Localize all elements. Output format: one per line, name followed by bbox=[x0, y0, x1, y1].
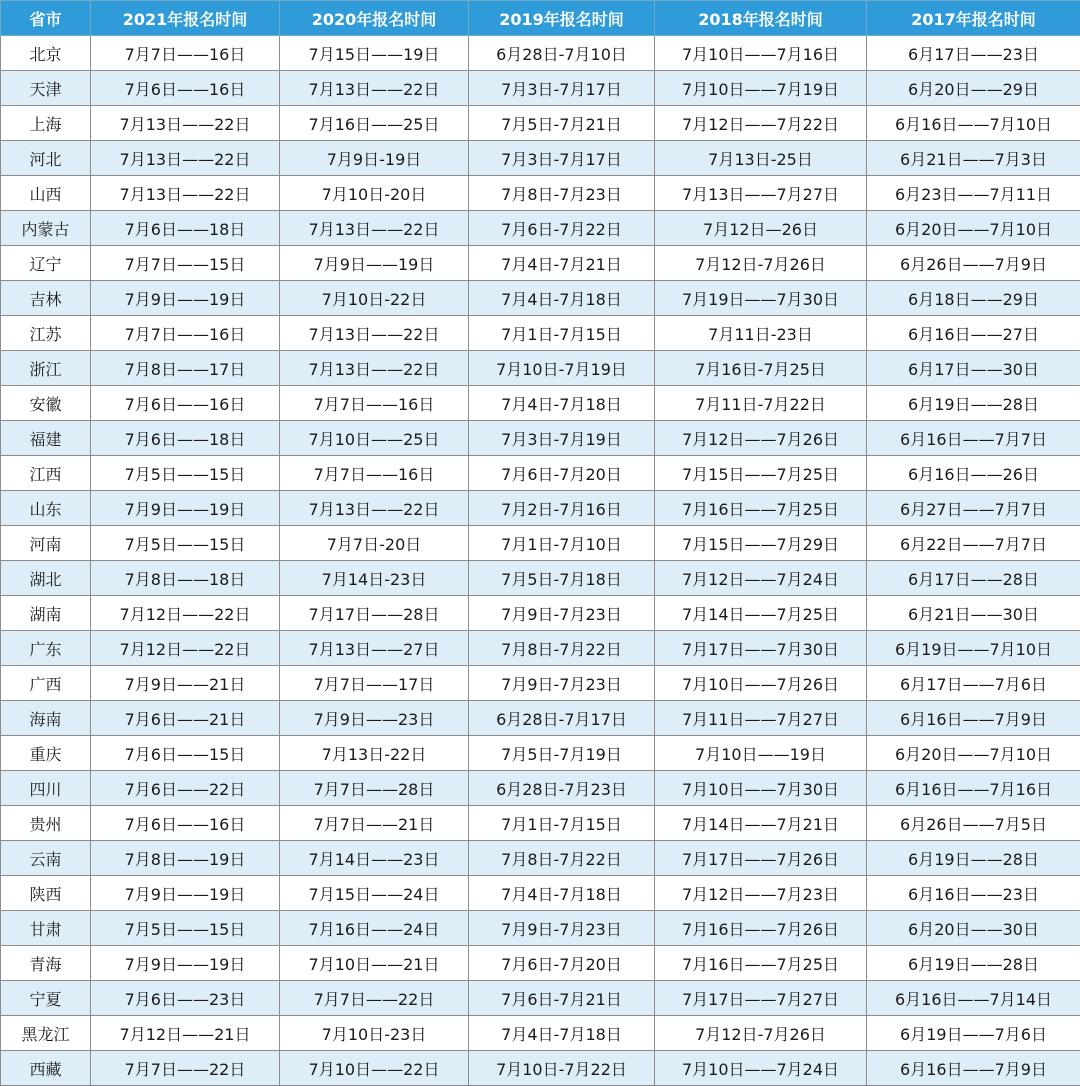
date-2017-cell: 6月16日——7月9日 bbox=[867, 1051, 1080, 1086]
date-2020-cell: 7月14日——23日 bbox=[280, 841, 469, 876]
date-2020-cell: 7月13日——27日 bbox=[280, 631, 469, 666]
date-2021-cell: 7月8日——19日 bbox=[91, 841, 280, 876]
date-2020-cell: 7月9日-19日 bbox=[280, 141, 469, 176]
table-row bbox=[1, 421, 1080, 456]
date-2021-cell: 7月9日——21日 bbox=[91, 666, 280, 701]
date-2020-cell: 7月13日——22日 bbox=[280, 211, 469, 246]
date-2018-cell: 7月15日——7月29日 bbox=[655, 526, 867, 561]
date-2018-cell: 7月16日——7月25日 bbox=[655, 491, 867, 526]
table-row bbox=[1, 561, 1080, 596]
table-row bbox=[1, 141, 1080, 176]
date-2017-cell: 6月16日——7月14日 bbox=[867, 981, 1080, 1016]
table-row bbox=[1, 316, 1080, 351]
date-2017-cell: 6月19日——28日 bbox=[867, 841, 1080, 876]
date-2020-cell: 7月10日——25日 bbox=[280, 421, 469, 456]
table-row bbox=[1, 456, 1080, 491]
date-2019-cell: 7月6日-7月20日 bbox=[469, 946, 655, 981]
province-cell: 天津 bbox=[1, 71, 91, 106]
date-2019-cell: 7月6日-7月21日 bbox=[469, 981, 655, 1016]
date-2018-cell: 7月17日——7月27日 bbox=[655, 981, 867, 1016]
date-2020-cell: 7月10日-20日 bbox=[280, 176, 469, 211]
date-2021-cell: 7月6日——22日 bbox=[91, 771, 280, 806]
date-2021-cell: 7月6日——16日 bbox=[91, 806, 280, 841]
date-2018-cell: 7月19日——7月30日 bbox=[655, 281, 867, 316]
date-2020-cell: 7月15日——24日 bbox=[280, 876, 469, 911]
date-2021-cell: 7月6日——16日 bbox=[91, 386, 280, 421]
date-2018-cell: 7月17日——7月26日 bbox=[655, 841, 867, 876]
date-2019-cell: 7月8日-7月22日 bbox=[469, 841, 655, 876]
date-2017-cell: 6月16日——26日 bbox=[867, 456, 1080, 491]
header-2021: 2021年报名时间 bbox=[91, 1, 280, 36]
header-2020: 2020年报名时间 bbox=[280, 1, 469, 36]
date-2019-cell: 7月8日-7月22日 bbox=[469, 631, 655, 666]
date-2017-cell: 6月17日——28日 bbox=[867, 561, 1080, 596]
date-2017-cell: 6月16日——7月16日 bbox=[867, 771, 1080, 806]
date-2018-cell: 7月15日——7月25日 bbox=[655, 456, 867, 491]
date-2017-cell: 6月19日——28日 bbox=[867, 386, 1080, 421]
date-2017-cell: 6月22日——7月7日 bbox=[867, 526, 1080, 561]
province-cell: 甘肃 bbox=[1, 911, 91, 946]
date-2020-cell: 7月7日——16日 bbox=[280, 386, 469, 421]
date-2019-cell: 7月9日-7月23日 bbox=[469, 666, 655, 701]
date-2021-cell: 7月13日——22日 bbox=[91, 176, 280, 211]
date-2019-cell: 7月9日-7月23日 bbox=[469, 596, 655, 631]
date-2019-cell: 7月6日-7月22日 bbox=[469, 211, 655, 246]
table-row bbox=[1, 351, 1080, 386]
date-2019-cell: 7月4日-7月18日 bbox=[469, 876, 655, 911]
date-2021-cell: 7月12日——22日 bbox=[91, 631, 280, 666]
table-row bbox=[1, 666, 1080, 701]
header-2019: 2019年报名时间 bbox=[469, 1, 655, 36]
date-2017-cell: 6月20日——30日 bbox=[867, 911, 1080, 946]
date-2019-cell: 7月2日-7月16日 bbox=[469, 491, 655, 526]
date-2018-cell: 7月14日——7月21日 bbox=[655, 806, 867, 841]
date-2017-cell: 6月26日——7月5日 bbox=[867, 806, 1080, 841]
date-2017-cell: 6月16日——7月9日 bbox=[867, 701, 1080, 736]
date-2019-cell: 7月1日-7月15日 bbox=[469, 806, 655, 841]
date-2020-cell: 7月10日——21日 bbox=[280, 946, 469, 981]
date-2018-cell: 7月10日——7月16日 bbox=[655, 36, 867, 71]
date-2021-cell: 7月7日——22日 bbox=[91, 1051, 280, 1086]
table-row bbox=[1, 36, 1080, 71]
date-2021-cell: 7月5日——15日 bbox=[91, 911, 280, 946]
date-2017-cell: 6月19日——7月6日 bbox=[867, 1016, 1080, 1051]
date-2021-cell: 7月9日——19日 bbox=[91, 281, 280, 316]
date-2021-cell: 7月7日——16日 bbox=[91, 36, 280, 71]
province-cell: 西藏 bbox=[1, 1051, 91, 1086]
date-2021-cell: 7月8日——18日 bbox=[91, 561, 280, 596]
table-row bbox=[1, 701, 1080, 736]
province-cell: 北京 bbox=[1, 36, 91, 71]
date-2018-cell: 7月12日——7月24日 bbox=[655, 561, 867, 596]
date-2020-cell: 7月15日——19日 bbox=[280, 36, 469, 71]
province-cell: 青海 bbox=[1, 946, 91, 981]
date-2018-cell: 7月17日——7月30日 bbox=[655, 631, 867, 666]
date-2021-cell: 7月13日——22日 bbox=[91, 106, 280, 141]
date-2018-cell: 7月11日-23日 bbox=[655, 316, 867, 351]
date-2021-cell: 7月6日——18日 bbox=[91, 421, 280, 456]
date-2021-cell: 7月12日——21日 bbox=[91, 1016, 280, 1051]
date-2017-cell: 6月23日——7月11日 bbox=[867, 176, 1080, 211]
date-2019-cell: 7月9日-7月23日 bbox=[469, 911, 655, 946]
date-2017-cell: 6月20日——29日 bbox=[867, 71, 1080, 106]
date-2019-cell: 7月10日-7月19日 bbox=[469, 351, 655, 386]
table-row bbox=[1, 281, 1080, 316]
province-cell: 山东 bbox=[1, 491, 91, 526]
header-province: 省市 bbox=[1, 1, 91, 36]
date-2019-cell: 7月8日-7月23日 bbox=[469, 176, 655, 211]
date-2021-cell: 7月6日——21日 bbox=[91, 701, 280, 736]
date-2018-cell: 7月10日——7月19日 bbox=[655, 71, 867, 106]
date-2020-cell: 7月7日——17日 bbox=[280, 666, 469, 701]
date-2019-cell: 7月4日-7月18日 bbox=[469, 1016, 655, 1051]
date-2018-cell: 7月10日——7月26日 bbox=[655, 666, 867, 701]
date-2019-cell: 7月3日-7月17日 bbox=[469, 71, 655, 106]
date-2018-cell: 7月12日——7月22日 bbox=[655, 106, 867, 141]
date-2021-cell: 7月9日——19日 bbox=[91, 876, 280, 911]
date-2017-cell: 6月17日——7月6日 bbox=[867, 666, 1080, 701]
date-2020-cell: 7月13日-22日 bbox=[280, 736, 469, 771]
date-2018-cell: 7月13日-25日 bbox=[655, 141, 867, 176]
table-row bbox=[1, 876, 1080, 911]
date-2020-cell: 7月13日——22日 bbox=[280, 351, 469, 386]
date-2020-cell: 7月10日-22日 bbox=[280, 281, 469, 316]
date-2017-cell: 6月21日——7月3日 bbox=[867, 141, 1080, 176]
date-2019-cell: 7月6日-7月20日 bbox=[469, 456, 655, 491]
date-2018-cell: 7月12日-7月26日 bbox=[655, 1016, 867, 1051]
province-cell: 宁夏 bbox=[1, 981, 91, 1016]
province-cell: 江西 bbox=[1, 456, 91, 491]
date-2017-cell: 6月16日——27日 bbox=[867, 316, 1080, 351]
date-2019-cell: 6月28日-7月17日 bbox=[469, 701, 655, 736]
province-cell: 山西 bbox=[1, 176, 91, 211]
date-2019-cell: 6月28日-7月10日 bbox=[469, 36, 655, 71]
date-2021-cell: 7月5日——15日 bbox=[91, 456, 280, 491]
date-2018-cell: 7月11日-7月22日 bbox=[655, 386, 867, 421]
province-cell: 贵州 bbox=[1, 806, 91, 841]
date-2017-cell: 6月20日——7月10日 bbox=[867, 736, 1080, 771]
table-row bbox=[1, 841, 1080, 876]
date-2019-cell: 7月4日-7月18日 bbox=[469, 386, 655, 421]
date-2017-cell: 6月26日——7月9日 bbox=[867, 246, 1080, 281]
date-2017-cell: 6月20日——7月10日 bbox=[867, 211, 1080, 246]
date-2018-cell: 7月14日——7月25日 bbox=[655, 596, 867, 631]
date-2019-cell: 7月5日-7月21日 bbox=[469, 106, 655, 141]
date-2017-cell: 6月18日——29日 bbox=[867, 281, 1080, 316]
date-2017-cell: 6月19日——7月10日 bbox=[867, 631, 1080, 666]
date-2020-cell: 7月9日——19日 bbox=[280, 246, 469, 281]
table-row bbox=[1, 911, 1080, 946]
date-2019-cell: 7月3日-7月17日 bbox=[469, 141, 655, 176]
date-2019-cell: 6月28日-7月23日 bbox=[469, 771, 655, 806]
date-2021-cell: 7月13日——22日 bbox=[91, 141, 280, 176]
province-cell: 上海 bbox=[1, 106, 91, 141]
table-row bbox=[1, 631, 1080, 666]
province-cell: 重庆 bbox=[1, 736, 91, 771]
date-2020-cell: 7月17日——28日 bbox=[280, 596, 469, 631]
date-2021-cell: 7月7日——15日 bbox=[91, 246, 280, 281]
province-cell: 陕西 bbox=[1, 876, 91, 911]
date-2018-cell: 7月10日——19日 bbox=[655, 736, 867, 771]
date-2018-cell: 7月11日——7月27日 bbox=[655, 701, 867, 736]
date-2018-cell: 7月13日——7月27日 bbox=[655, 176, 867, 211]
date-2021-cell: 7月5日——15日 bbox=[91, 526, 280, 561]
province-cell: 广西 bbox=[1, 666, 91, 701]
date-2019-cell: 7月5日-7月19日 bbox=[469, 736, 655, 771]
province-cell: 安徽 bbox=[1, 386, 91, 421]
date-2020-cell: 7月16日——24日 bbox=[280, 911, 469, 946]
date-2020-cell: 7月7日——21日 bbox=[280, 806, 469, 841]
province-cell: 河南 bbox=[1, 526, 91, 561]
date-2021-cell: 7月7日——16日 bbox=[91, 316, 280, 351]
province-cell: 河北 bbox=[1, 141, 91, 176]
date-2020-cell: 7月13日——22日 bbox=[280, 71, 469, 106]
table-row bbox=[1, 211, 1080, 246]
table-row bbox=[1, 771, 1080, 806]
date-2018-cell: 7月12日—26日 bbox=[655, 211, 867, 246]
date-2019-cell: 7月4日-7月18日 bbox=[469, 281, 655, 316]
table-row bbox=[1, 386, 1080, 421]
province-cell: 黑龙江 bbox=[1, 1016, 91, 1051]
header-2018: 2018年报名时间 bbox=[655, 1, 867, 36]
date-2018-cell: 7月16日——7月25日 bbox=[655, 946, 867, 981]
date-2018-cell: 7月12日——7月23日 bbox=[655, 876, 867, 911]
date-2017-cell: 6月21日——30日 bbox=[867, 596, 1080, 631]
table-row bbox=[1, 736, 1080, 771]
header-2017: 2017年报名时间 bbox=[867, 1, 1080, 36]
province-cell: 江苏 bbox=[1, 316, 91, 351]
date-2020-cell: 7月7日——28日 bbox=[280, 771, 469, 806]
table-body bbox=[1, 36, 1080, 1086]
date-2021-cell: 7月6日——18日 bbox=[91, 211, 280, 246]
date-2020-cell: 7月7日——16日 bbox=[280, 456, 469, 491]
province-cell: 浙江 bbox=[1, 351, 91, 386]
date-2020-cell: 7月9日——23日 bbox=[280, 701, 469, 736]
date-2018-cell: 7月10日——7月24日 bbox=[655, 1051, 867, 1086]
table-row bbox=[1, 71, 1080, 106]
date-2021-cell: 7月6日——23日 bbox=[91, 981, 280, 1016]
date-2019-cell: 7月1日-7月10日 bbox=[469, 526, 655, 561]
province-cell: 辽宁 bbox=[1, 246, 91, 281]
date-2018-cell: 7月16日-7月25日 bbox=[655, 351, 867, 386]
date-2018-cell: 7月12日-7月26日 bbox=[655, 246, 867, 281]
province-cell: 湖南 bbox=[1, 596, 91, 631]
date-2020-cell: 7月16日——25日 bbox=[280, 106, 469, 141]
date-2020-cell: 7月13日——22日 bbox=[280, 316, 469, 351]
date-2017-cell: 6月19日——28日 bbox=[867, 946, 1080, 981]
date-2017-cell: 6月16日——23日 bbox=[867, 876, 1080, 911]
province-cell: 广东 bbox=[1, 631, 91, 666]
province-cell: 四川 bbox=[1, 771, 91, 806]
header-row bbox=[1, 1, 1080, 36]
date-2021-cell: 7月6日——15日 bbox=[91, 736, 280, 771]
table-row bbox=[1, 946, 1080, 981]
date-2017-cell: 6月17日——23日 bbox=[867, 36, 1080, 71]
date-2019-cell: 7月3日-7月19日 bbox=[469, 421, 655, 456]
province-cell: 福建 bbox=[1, 421, 91, 456]
date-2017-cell: 6月16日——7月10日 bbox=[867, 106, 1080, 141]
date-2017-cell: 6月17日——30日 bbox=[867, 351, 1080, 386]
table-header bbox=[1, 1, 1080, 36]
date-2020-cell: 7月7日——22日 bbox=[280, 981, 469, 1016]
date-2017-cell: 6月27日——7月7日 bbox=[867, 491, 1080, 526]
province-cell: 吉林 bbox=[1, 281, 91, 316]
date-2020-cell: 7月7日-20日 bbox=[280, 526, 469, 561]
date-2019-cell: 7月5日-7月18日 bbox=[469, 561, 655, 596]
table-row bbox=[1, 106, 1080, 141]
date-2021-cell: 7月12日——22日 bbox=[91, 596, 280, 631]
date-2018-cell: 7月10日——7月30日 bbox=[655, 771, 867, 806]
table-row bbox=[1, 596, 1080, 631]
date-2019-cell: 7月10日-7月22日 bbox=[469, 1051, 655, 1086]
date-2018-cell: 7月12日——7月26日 bbox=[655, 421, 867, 456]
date-2021-cell: 7月9日——19日 bbox=[91, 491, 280, 526]
date-2020-cell: 7月10日——22日 bbox=[280, 1051, 469, 1086]
date-2017-cell: 6月16日——7月7日 bbox=[867, 421, 1080, 456]
table-row bbox=[1, 246, 1080, 281]
date-2020-cell: 7月10日-23日 bbox=[280, 1016, 469, 1051]
table-row bbox=[1, 981, 1080, 1016]
province-cell: 湖北 bbox=[1, 561, 91, 596]
date-2021-cell: 7月6日——16日 bbox=[91, 71, 280, 106]
table-row bbox=[1, 1051, 1080, 1086]
date-2021-cell: 7月8日——17日 bbox=[91, 351, 280, 386]
table-row bbox=[1, 806, 1080, 841]
table-row bbox=[1, 176, 1080, 211]
table-row bbox=[1, 491, 1080, 526]
date-2018-cell: 7月16日——7月26日 bbox=[655, 911, 867, 946]
province-cell: 内蒙古 bbox=[1, 211, 91, 246]
date-2019-cell: 7月4日-7月21日 bbox=[469, 246, 655, 281]
date-2020-cell: 7月13日——22日 bbox=[280, 491, 469, 526]
province-cell: 云南 bbox=[1, 841, 91, 876]
table-row bbox=[1, 526, 1080, 561]
table-row bbox=[1, 1016, 1080, 1051]
date-2021-cell: 7月9日——19日 bbox=[91, 946, 280, 981]
date-2019-cell: 7月1日-7月15日 bbox=[469, 316, 655, 351]
province-cell: 海南 bbox=[1, 701, 91, 736]
date-2020-cell: 7月14日-23日 bbox=[280, 561, 469, 596]
